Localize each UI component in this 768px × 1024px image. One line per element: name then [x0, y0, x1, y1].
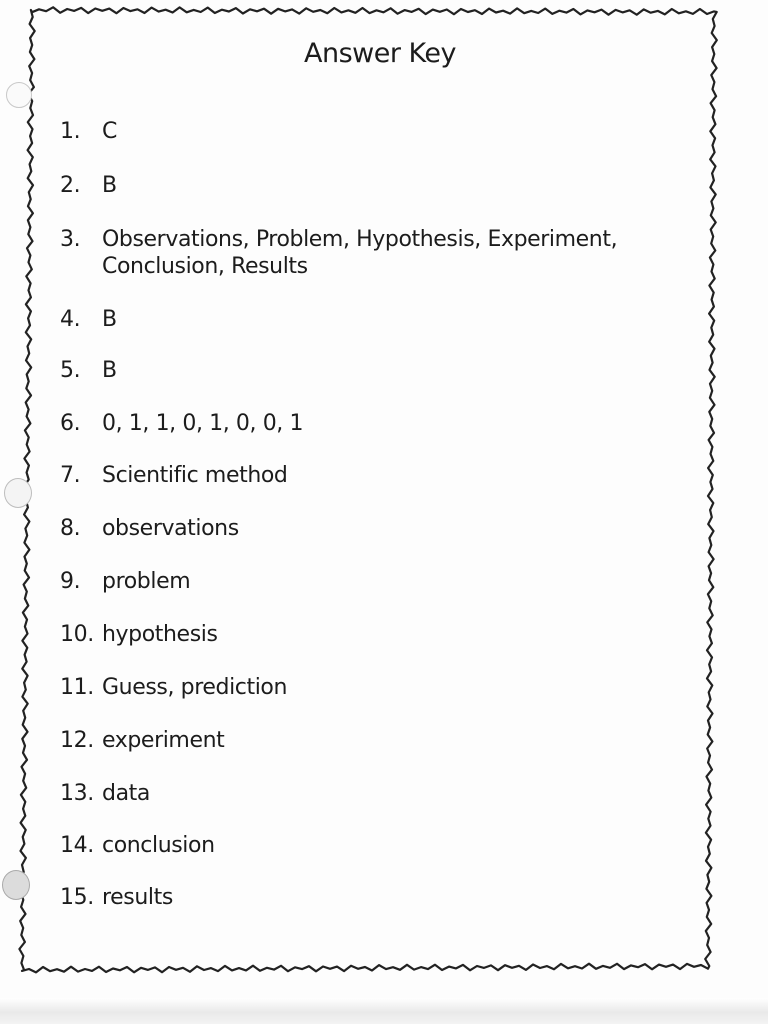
answer-item: [60, 118, 680, 145]
answer-text: 0, 1, 1, 0, 1, 0, 0, 1: [102, 411, 304, 436]
answer-item: [60, 568, 680, 595]
answer-number: 6.: [60, 411, 81, 436]
answer-number: 4.: [60, 307, 81, 332]
answer-text: hypothesis: [102, 622, 218, 647]
page-title: Answer Key: [304, 38, 456, 69]
answer-text: data: [102, 781, 150, 806]
answer-text: Scientific method: [102, 463, 288, 488]
answer-number: 13.: [60, 781, 94, 806]
answer-number: 9.: [60, 569, 81, 594]
answer-number: 11.: [60, 675, 94, 700]
answer-number: 5.: [60, 358, 81, 383]
answer-item: [60, 306, 680, 333]
answer-text: conclusion: [102, 833, 215, 858]
answer-number: 10.: [60, 622, 94, 647]
answer-item: [60, 727, 680, 754]
answer-number: 2.: [60, 173, 81, 198]
binder-hole-top: [6, 82, 32, 108]
answer-text: problem: [102, 569, 191, 594]
answer-number: 7.: [60, 463, 81, 488]
answer-text: results: [102, 885, 173, 910]
answer-text: B: [102, 173, 117, 198]
answer-item: [60, 780, 680, 807]
answer-item: [60, 832, 680, 859]
answer-item: [60, 462, 680, 489]
answer-text: experiment: [102, 728, 225, 753]
answer-text: Observations, Problem, Hypothesis, Experiment, Conclusion, Results: [102, 227, 618, 279]
scan-edge-shadow: [0, 998, 768, 1024]
answer-number: 3.: [60, 227, 81, 252]
answer-item: [60, 226, 680, 280]
answer-item: [60, 674, 680, 701]
binder-hole-middle: [4, 478, 32, 508]
answer-item: [60, 884, 680, 911]
answer-number: 15.: [60, 885, 94, 910]
answer-item: [60, 172, 680, 199]
answer-text: B: [102, 358, 117, 383]
answer-text: observations: [102, 516, 239, 541]
answer-item: [60, 410, 680, 437]
answer-text: C: [102, 119, 117, 144]
answer-item: [60, 357, 680, 384]
answer-number: 12.: [60, 728, 94, 753]
answer-item: [60, 515, 680, 542]
answer-number: 1.: [60, 119, 81, 144]
binder-hole-bottom: [2, 870, 30, 900]
answer-text: Guess, prediction: [102, 675, 288, 700]
answer-text: B: [102, 307, 117, 332]
answer-number: 8.: [60, 516, 81, 541]
answer-item: [60, 621, 680, 648]
answer-number: 14.: [60, 833, 94, 858]
